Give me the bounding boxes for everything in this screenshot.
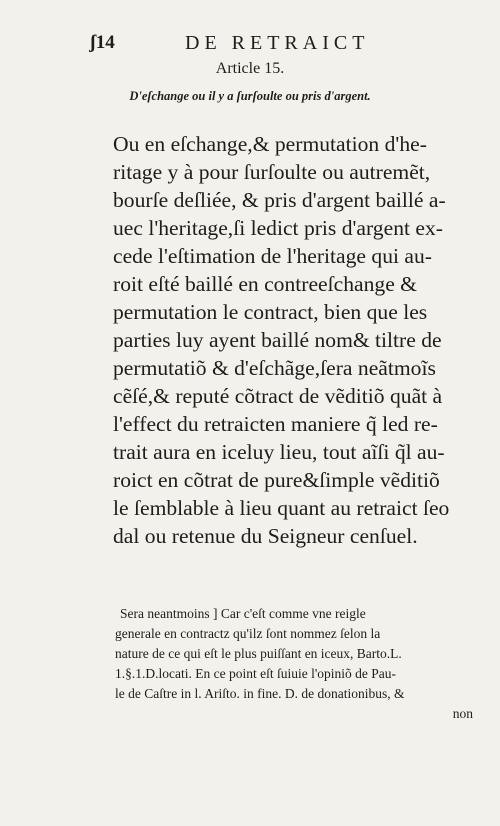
body-line: permutatiõ & d'eſchãge,ſera neãtmoĩs [113, 356, 436, 380]
article-body [113, 130, 473, 550]
body-line: ritage y à pour ſurſoulte ou autremẽt, [113, 160, 431, 184]
body-line: roict en cõtrat de pure&ſimple vẽditiõ [113, 468, 440, 492]
body-line: Ou en eſchange,& permutation d'he- [113, 132, 427, 156]
body-line: uec l'heritage,ſi ledict pris d'argent ex- [113, 216, 443, 240]
body-line: parties luy ayent baillé nom& tiltre de [113, 328, 442, 352]
body-line: l'effect du retraicten maniere q̃ led re- [113, 412, 438, 436]
body-line: cede l'eſtimation de l'heritage qui au- [113, 244, 432, 268]
running-head [0, 32, 500, 62]
note-line: nature de ce qui eſt le plus puiſſant en iceux, Barto.L. [115, 646, 402, 661]
body-line: roit eſté baillé en contreeſchange & [113, 272, 417, 296]
running-title: DE RETRAICT [185, 32, 370, 54]
article-heading: Article 15. [215, 60, 285, 77]
body-line: le ſemblable à lieu quant au retraict ſeo [113, 496, 450, 520]
annotation-notes [115, 604, 473, 724]
note-line: Sera neantmoins ] Car c'eſt comme vne reigle [120, 606, 366, 621]
note-line: generale en contractz qu'ilz ſont nommez ſelon la [115, 626, 381, 641]
note-line: le de Caſtre in l. Ariſto. in fine. D. de donationibus, & [115, 686, 405, 701]
body-line: trait aura en iceluy lieu, tout aĩſi q̃l au- [113, 440, 445, 464]
note-line: 1.§.1.D.locati. En ce point eſt ſuiuie l'opiniõ de Pau- [115, 666, 397, 681]
page-number: ʃ14 [90, 32, 115, 53]
catchword: non [452, 706, 473, 721]
article-subtitle: D'eſchange ou il y a ſurſoulte ou pris d'argent. [129, 89, 371, 103]
body-line: permutation le contract, bien que les [113, 300, 428, 324]
body-line: bourſe deſliée, & pris d'argent baillé a- [113, 188, 446, 212]
body-line: dal ou retenue du Seigneur cenſuel. [113, 524, 418, 548]
body-line: cẽſé,& reputé cõtract de vẽditiõ quãt à [113, 384, 443, 408]
